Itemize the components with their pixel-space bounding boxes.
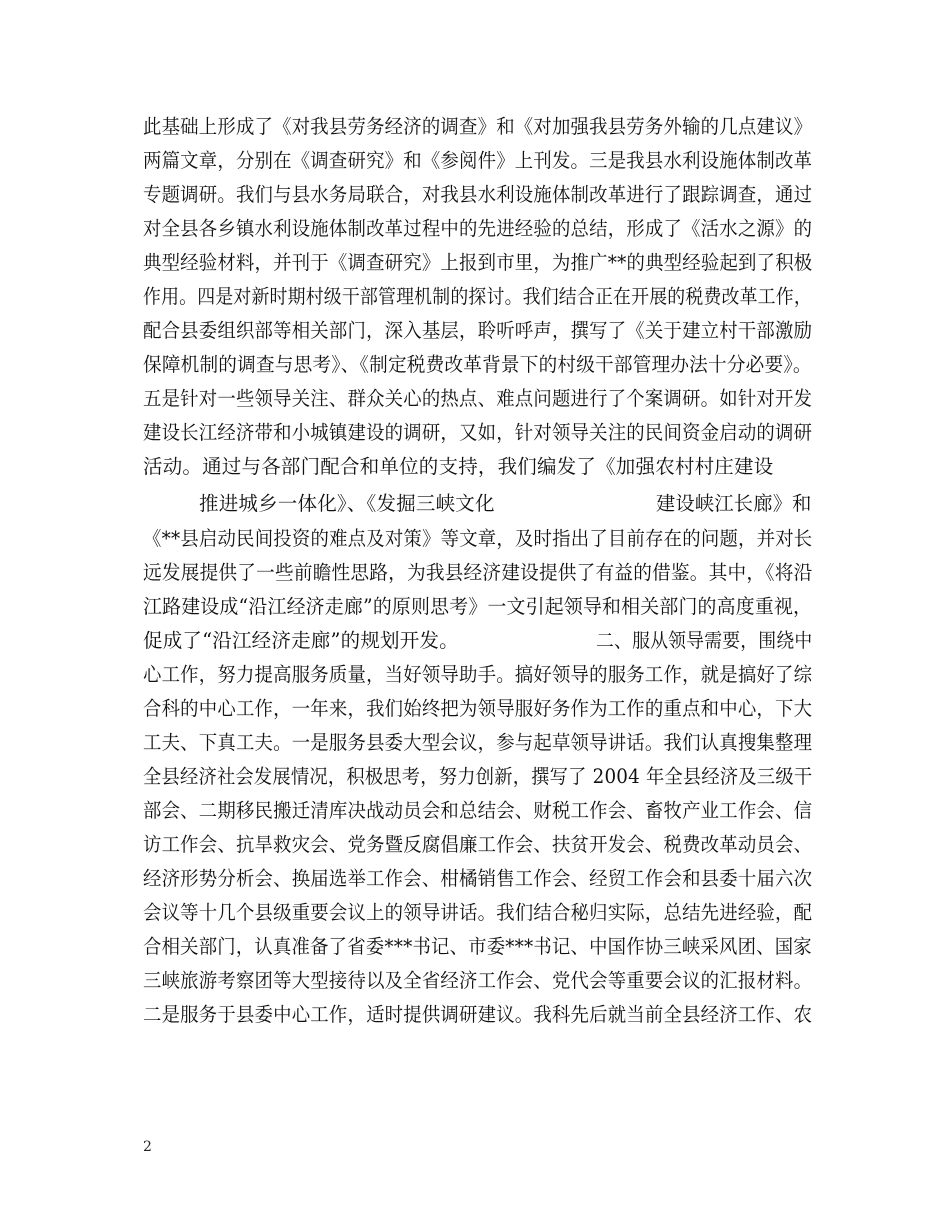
page-number: 2 (143, 1139, 152, 1155)
text-line: 两篇文章，分别在《调查研究》和《参阅件》上刊发。三是我县水利设施体制改革 (143, 149, 813, 172)
text-line: 工夫、下真工夫。一是服务县委大型会议，参与起草领导讲话。我们认真搜集整理 (143, 731, 813, 754)
text-line: 活动。通过与各部门配合和单位的支持，我们编发了《加强农村村庄建设 (143, 455, 774, 478)
text-line: 江路建设成“沿江经济走廊”的原则思考》一文引起领导和相关部门的高度重视， (143, 595, 813, 618)
text-line: 作用。四是对新时期村级干部管理机制的探讨。我们结合正在开展的税费改革工作， (143, 285, 812, 308)
text-line: 促成了“沿江经济走廊”的规划开发。 (143, 629, 459, 652)
text-line: 三峡旅游考察团等大型接待以及全省经济工作会、党代会等重要会议的汇报材料。 (143, 969, 813, 992)
text-line: 对全县各乡镇水利设施体制改革过程中的先进经验的总结，形成了《活水之源》的 (143, 217, 813, 240)
text-line: 访工作会、抗旱救灾会、党务暨反腐倡廉工作会、扶贫开发会、税费改革动员会、 (143, 833, 813, 856)
text-line: 合相关部门，认真准备了省委***书记、市委***书记、中国作协三峡采风团、国家 (143, 935, 812, 958)
text-line: 保障机制的调查与思考》、《制定税费改革背景下的村级干部管理办法十分必要》。 (143, 353, 812, 376)
text-line: 五是针对一些领导关注、群众关心的热点、难点问题进行了个案调研。如针对开发 (143, 387, 813, 410)
text-line: 专题调研。我们与县水务局联合，对我县水利设施体制改革进行了跟踪调查，通过 (143, 183, 813, 206)
text-line: 部会、二期移民搬迁清库决战动员会和总结会、财税工作会、畜牧产业工作会、信 (143, 799, 813, 822)
text-line: 心工作，努力提高服务质量，当好领导助手。搞好领导的服务工作，就是搞好了综 (143, 663, 813, 686)
text-line: 此基础上形成了《对我县劳务经济的调查》和《对加强我县劳务外输的几点建议》 (143, 115, 813, 138)
text-line: 经济形势分析会、换届选举工作会、柑橘销售工作会、经贸工作会和县委十届六次 (143, 867, 813, 890)
text-line: 会议等十几个县级重要会议上的领导讲话。我们结合秘归实际，总结先进经验，配 (143, 901, 813, 924)
text-line: 《**县启动民间投资的难点及对策》等文章，及时指出了目前存在的问题，并对长 (143, 527, 813, 550)
section-heading: 二、服从领导需要，围绕中 (596, 629, 813, 652)
text-line: 合科的中心工作，一年来，我们始终把为领导服好务作为工作的重点和中心，下大 (143, 697, 813, 720)
text-line: 建设长江经济带和小城镇建设的调研，又如，针对领导关注的民间资金启动的调研 (143, 421, 813, 444)
text-line: 远发展提供了一些前瞻性思路，为我县经济建设提供了有益的借鉴。其中，《将沿 (143, 561, 813, 584)
text-line: 二是服务于县委中心工作，适时提供调研建议。我科先后就当前全县经济工作、农 (143, 1003, 813, 1026)
text-line: 全县经济社会发展情况，积极思考，努力创新，撰写了 2004 年全县经济及三级干 (143, 765, 813, 788)
text-line: 配合县委组织部等相关部门，深入基层，聆听呼声，撰写了《关于建立村干部激励 (143, 319, 813, 342)
text-line: 推进城乡一体化》、《发掘三峡文化 (199, 492, 495, 515)
text-line: 建设峡江长廊》和 (656, 492, 812, 515)
text-line: 典型经验材料，并刊于《调查研究》上报到市里，为推广**的典型经验起到了积极 (143, 251, 813, 274)
